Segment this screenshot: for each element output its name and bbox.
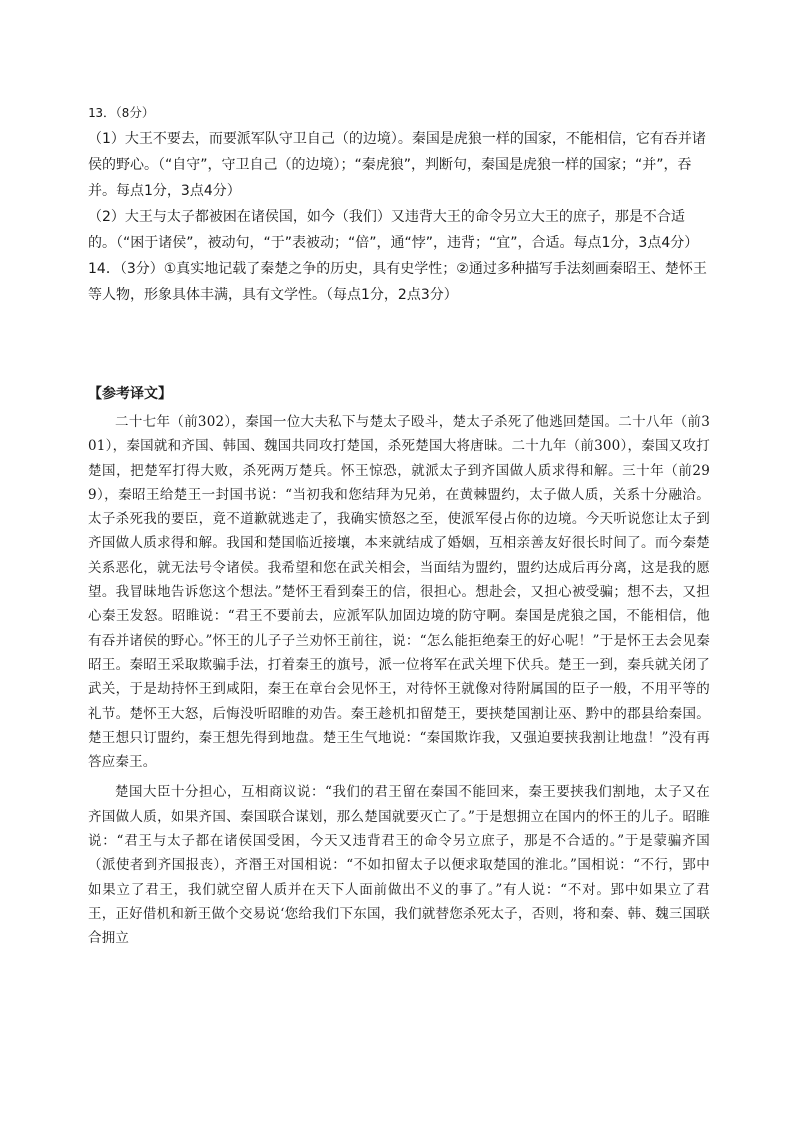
question-13-part-1: （1）大王不要去，而要派军队守卫自己（的边境）。秦国是虎狼一样的国家，不能相信，它有吞并诸侯的野心。（“自守”，守卫自己（的边境）；“秦虎狼”，判断句，秦国是虎狼一样的国家；“并”，吞并。每点1分，3点4分） [88, 131, 706, 199]
translation-paragraph-2: 楚国大臣十分担心，互相商议说：“我们的君王留在秦国不能回来，秦王要挟我们割地，太子又在齐国做人质，如果齐国、秦国联合谋划，那么楚国就要灭亡了。”于是想拥立在国内的怀王的儿子。昭睢说：“君王与太子都在诸侯国受困，今天又违背君王的命令另立庶子，那是不合适的。”于是蒙骗齐国（派使者到齐国报丧），齐湣王对国相说：“不如扣留太子以便求取楚国的淮北。”国相说：“不行，郢中如果立了君王，我们就空留人质并在天下人面前做出不义的事了。”有人说：“不对。郢中如果立了君王，正好借机和新王做个交易说‘您给我们下东国，我们就替您杀死太子，否则，将和秦、韩、魏三国联合拥立 [88, 784, 710, 947]
question-14: 14．（3分）①真实地记载了秦楚之争的历史，具有史学性；②通过多种描写手法刻画秦昭王、楚怀王等人物，形象具体丰满，具有文学性。（每点1分，2点3分） [88, 261, 707, 303]
question-13-header: 13．（8分） [88, 105, 155, 120]
answer-section [88, 100, 708, 308]
question-13-part-2: （2）大王与太子都被困在诸侯国，如今（我们）又违背大王的命令另立大王的庶子，那是不合适的。（“困于诸侯”，被动句，“于”表被动；“倍”，通“悖”，违背；“宜”，合适。每点1分，3点4分） [88, 209, 699, 251]
reference-translation-title: 【参考译文】 [88, 386, 172, 402]
reference-translation-body [88, 410, 710, 951]
translation-paragraph-1: 二十七年（前302），秦国一位大夫私下与楚太子殴斗，楚太子杀死了他逃回楚国。二十八年（前301），秦国就和齐国、韩国、魏国共同攻打楚国，杀死楚国大将唐昧。二十九年（前300），秦国又攻打楚国，把楚军打得大败，杀死两万楚兵。怀王惊恐，就派太子到齐国做人质求得和解。三十年（前299），秦昭王给楚王一封国书说：“当初我和您结拜为兄弟，在黄棘盟约，太子做人质，关系十分融洽。太子杀死我的要臣，竟不道歉就逃走了，我确实愤怒之至，使派军侵占你的边境。今天听说您让太子到齐国做人质求得和解。我国和楚国临近接壤，本来就结成了婚姻，互相亲善友好很长时间了。而今秦楚关系恶化，就无法号令诸侯。我希望和您在武关相会，当面结为盟约，盟约达成后再分离，这是我的愿望。我冒昧地告诉您这个想法。”楚怀王看到秦王的信，很担心。想赴会，又担心被受骗；想不去，又担心秦王发怒。昭睢说：“君王不要前去，应派军队加固边境的防守啊。秦国是虎狼之国，不能相信，他有吞并诸侯的野心。”怀王的儿子子兰劝怀王前往，说：“怎么能拒绝秦王的好心呢！”于是怀王去会见秦昭王。秦昭王采取欺骗手法，打着秦王的旗号，派一位将军在武关埋下伏兵。楚王一到，秦兵就关闭了武关，于是劫持怀王到咸阳，秦王在章台会见怀王，对待怀王就像对待附属国的臣子一般，不用平等的礼节。楚怀王大怒，后悔没听昭睢的劝告。秦王趁机扣留楚王，要挟楚国割让巫、黔中的郡县给秦国。楚王想只订盟约，秦王想先得到地盘。楚王生气地说：“秦国欺诈我，又强迫要挟我割让地盘！”没有再答应秦王。 [88, 414, 710, 771]
